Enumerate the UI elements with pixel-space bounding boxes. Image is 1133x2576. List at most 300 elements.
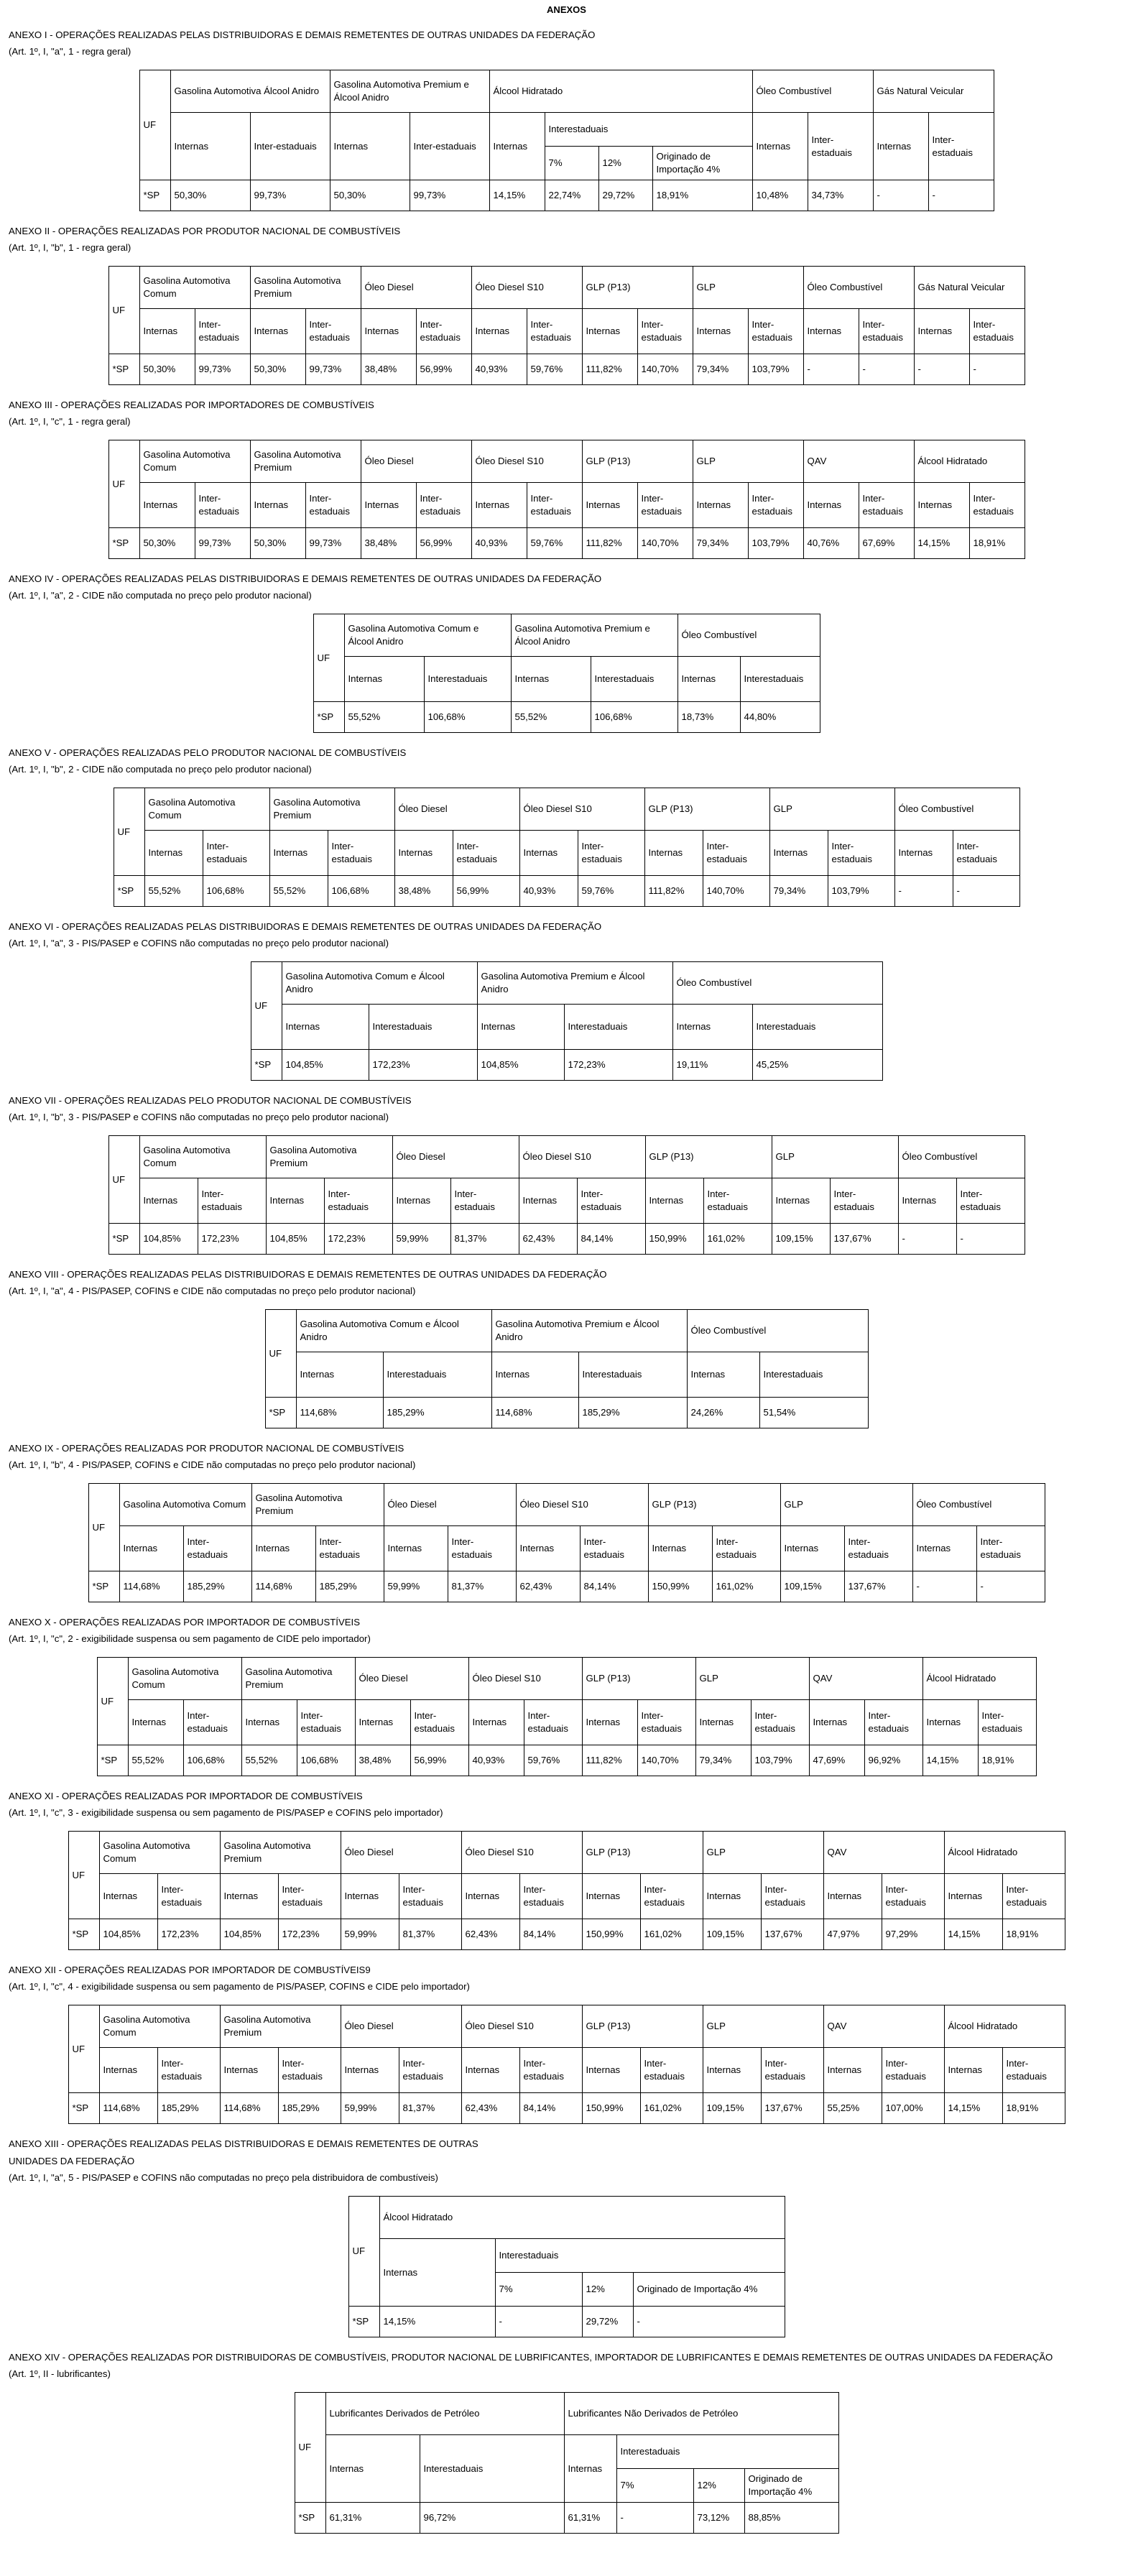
column-interestaduais: Inter-estaduais: [969, 309, 1025, 354]
annex-subtitle: (Art. 1º, I, "c", 3 - exigibilidade suspensa ou sem pagamento de PIS/PASEP e COFINS pelo importador): [9, 1807, 443, 1818]
product-header: Óleo Diesel: [341, 2005, 461, 2048]
product-header: Lubrificantes Não Derivados de Petróleo: [564, 2393, 838, 2435]
product-header: Óleo Diesel S10: [468, 1658, 582, 1700]
column-internas: Internas: [803, 483, 859, 528]
rate-value: 18,91%: [652, 180, 752, 211]
column-interestaduais: Inter-estaduais: [157, 2048, 220, 2093]
rate-value: 62,43%: [516, 1571, 580, 1602]
column-internas: Internas: [803, 309, 859, 354]
column-interestaduais: Inter-estaduais: [519, 2048, 582, 2093]
column-rate: Originado de Importação 4%: [633, 2273, 785, 2307]
rate-value: 114,68%: [99, 2093, 157, 2124]
annex-title: ANEXO XII - OPERAÇÕES REALIZADAS POR IMPORTADOR DE COMBUSTÍVEIS9: [9, 1965, 371, 1975]
column-internas: Internas: [266, 1178, 324, 1224]
uf-header: UF: [251, 962, 282, 1050]
rate-value: 150,99%: [645, 1224, 703, 1255]
rate-value: 172,23%: [278, 1919, 341, 1950]
column-interestaduais: Interestaduais: [759, 1352, 868, 1398]
rate-value: 103,79%: [751, 1745, 809, 1776]
annex-table: [348, 2196, 785, 2337]
column-interestaduais: Inter-estaduais: [450, 1178, 519, 1224]
rate-value: 111,82%: [582, 354, 637, 385]
product-header: Óleo Combustível: [672, 962, 882, 1005]
rate-value: 106,68%: [328, 876, 394, 907]
column-interestaduais: Interestaduais: [495, 2239, 785, 2273]
uf-header: UF: [108, 1136, 139, 1224]
table-row: [313, 702, 820, 733]
column-internas: Internas: [461, 2048, 519, 2093]
column-internas: Internas: [914, 309, 969, 354]
rate-value: 40,93%: [468, 1745, 524, 1776]
column-interestaduais: Inter-estaduais: [410, 113, 489, 180]
rate-value: 106,68%: [183, 1745, 241, 1776]
column-internas: Internas: [325, 2435, 420, 2503]
table-header-row: [295, 2393, 838, 2435]
column-internas: Internas: [392, 1178, 450, 1224]
table-subheader-row: [68, 2048, 1065, 2093]
rate-value: 55,52%: [344, 702, 424, 733]
table-subheader-row: [313, 657, 820, 702]
product-header: Gasolina Automotiva Premium e Álcool Anidro: [330, 70, 489, 113]
column-internas: Internas: [296, 1352, 383, 1398]
rate-value: 55,52%: [128, 1745, 183, 1776]
product-header: Gasolina Automotiva Comum: [99, 1832, 220, 1874]
column-interestaduais: Inter-estaduais: [157, 1874, 220, 1919]
rate-value: 50,30%: [250, 528, 305, 559]
rate-value: 34,73%: [808, 180, 873, 211]
column-internas: Internas: [341, 2048, 399, 2093]
rate-value: 172,23%: [157, 1919, 220, 1950]
product-header: GLP (P13): [644, 788, 769, 831]
column-interestaduais: Inter-estaduais: [278, 1874, 341, 1919]
rate-value: 109,15%: [780, 1571, 844, 1602]
rate-value: 38,48%: [394, 876, 453, 907]
rate-value: 56,99%: [416, 528, 471, 559]
column-internas: Internas: [582, 2048, 640, 2093]
table-subheader-row: [251, 1005, 882, 1050]
annex-subtitle: (Art. 1º, I, "a", 3 - PIS/PASEP e COFINS não computadas no preço pelo produtor nacional): [9, 938, 389, 948]
column-interestaduais: Inter-estaduais: [328, 831, 394, 876]
column-internas: Internas: [693, 309, 748, 354]
column-internas: Internas: [922, 1700, 978, 1745]
column-internas: Internas: [894, 831, 953, 876]
annex-table: [313, 614, 820, 733]
rate-value: 114,68%: [491, 1398, 578, 1428]
column-internas: Internas: [944, 1874, 1002, 1919]
column-interestaduais: Inter-estaduais: [748, 483, 803, 528]
rate-value: 51,54%: [759, 1398, 868, 1428]
state-code: *SP: [295, 2503, 325, 2534]
column-internas: Internas: [282, 1005, 369, 1050]
rate-value: 14,15%: [489, 180, 545, 211]
product-header: Gás Natural Veicular: [914, 267, 1025, 309]
column-interestaduais: Inter-estaduais: [703, 1178, 772, 1224]
uf-header: UF: [348, 2197, 379, 2307]
rate-value: -: [633, 2307, 785, 2337]
product-header: Gasolina Automotiva Premium: [251, 1484, 384, 1526]
column-internas: Internas: [250, 309, 305, 354]
product-header: QAV: [823, 1832, 944, 1874]
product-header: Óleo Diesel: [394, 788, 519, 831]
rate-value: 172,23%: [564, 1050, 672, 1081]
column-internas: Internas: [511, 657, 591, 702]
rate-value: 79,34%: [693, 354, 748, 385]
rate-value: -: [616, 2503, 693, 2534]
annex-title: ANEXO VII - OPERAÇÕES REALIZADAS PELO PRODUTOR NACIONAL DE COMBUSTÍVEIS: [9, 1095, 412, 1106]
rate-value: 96,92%: [864, 1745, 922, 1776]
column-interestaduais: Inter-estaduais: [637, 483, 693, 528]
rate-value: 104,85%: [282, 1050, 369, 1081]
rate-value: 185,29%: [315, 1571, 384, 1602]
annex-table: [108, 1135, 1025, 1255]
column-internas: Internas: [361, 309, 416, 354]
table-row: [265, 1398, 868, 1428]
column-interestaduais: Interestaduais: [578, 1352, 687, 1398]
column-internas: Internas: [384, 1526, 448, 1571]
column-interestaduais: Inter-estaduais: [828, 831, 894, 876]
annex-title: ANEXO VI - OPERAÇÕES REALIZADAS PELAS DISTRIBUIDORAS E DEMAIS REMETENTES DE OUTRAS UNIDADES DA FEDERAÇÃO: [9, 921, 602, 932]
product-header: Gasolina Automotiva Comum: [139, 1136, 266, 1178]
annex-subtitle: (Art. 1º, I, "c", 2 - exigibilidade suspensa ou sem pagamento de CIDE pelo importador): [9, 1633, 371, 1644]
product-header: GLP: [769, 788, 894, 831]
column-interestaduais: Interestaduais: [545, 113, 752, 147]
column-interestaduais: Inter-estaduais: [527, 309, 582, 354]
uf-header: UF: [295, 2393, 325, 2503]
rate-value: 88,85%: [744, 2503, 838, 2534]
column-interestaduais: Inter-estaduais: [956, 1178, 1025, 1224]
column-internas: Internas: [703, 1874, 761, 1919]
rate-value: 140,70%: [703, 876, 769, 907]
rate-value: 81,37%: [399, 2093, 461, 2124]
rate-value: 109,15%: [703, 1919, 761, 1950]
state-code: *SP: [251, 1050, 282, 1081]
column-internas: Internas: [703, 2048, 761, 2093]
rate-value: 18,91%: [969, 528, 1025, 559]
table-header-row: [265, 1310, 868, 1352]
rate-value: 150,99%: [582, 2093, 640, 2124]
column-internas: Internas: [220, 1874, 278, 1919]
column-internas: Internas: [516, 1526, 580, 1571]
column-internas: Internas: [355, 1700, 410, 1745]
column-internas: Internas: [491, 1352, 578, 1398]
rate-value: 185,29%: [183, 1571, 251, 1602]
table-row: [88, 1571, 1045, 1602]
column-interestaduais: Inter-estaduais: [703, 831, 769, 876]
product-header: Gasolina Automotiva Premium: [250, 440, 361, 483]
rate-value: 14,15%: [944, 1919, 1002, 1950]
rate-value: 161,02%: [640, 2093, 703, 2124]
product-header: GLP: [693, 440, 803, 483]
column-internas: Internas: [471, 483, 527, 528]
table-header-row: [108, 1136, 1025, 1178]
rate-value: 29,72%: [598, 180, 652, 211]
product-header: GLP: [772, 1136, 898, 1178]
rate-value: -: [928, 180, 994, 211]
annex-subtitle: (Art. 1º, I, "c", 4 - exigibilidade suspensa ou sem pagamento de PIS/PASEP, COFINS e CIDE pelo importador): [9, 1981, 470, 1992]
rate-value: 107,00%: [882, 2093, 944, 2124]
annex-subtitle: (Art. 1º, II - lubrificantes): [9, 2368, 111, 2379]
column-internas: Internas: [873, 113, 928, 180]
rate-value: 24,26%: [687, 1398, 759, 1428]
rate-value: -: [912, 1571, 976, 1602]
column-interestaduais: Inter-estaduais: [416, 483, 471, 528]
product-header: Lubrificantes Derivados de Petróleo: [325, 2393, 564, 2435]
rate-value: 18,73%: [678, 702, 740, 733]
rate-value: 137,67%: [830, 1224, 898, 1255]
annex-table: [88, 1483, 1045, 1602]
rate-value: 45,25%: [752, 1050, 882, 1081]
column-internas: Internas: [582, 1700, 637, 1745]
product-header: Óleo Combustível: [678, 614, 820, 657]
annex-subtitle: (Art. 1º, I, "a", 2 - CIDE não computada no preço pelo produtor nacional): [9, 590, 312, 601]
table-row: [97, 1745, 1036, 1776]
product-header: Óleo Diesel: [361, 267, 471, 309]
table-subheader-row: [265, 1352, 868, 1398]
product-header: Óleo Diesel S10: [519, 1136, 645, 1178]
rate-value: 59,76%: [578, 876, 644, 907]
rate-value: 140,70%: [637, 354, 693, 385]
annex-table: [97, 1657, 1037, 1776]
rate-value: 50,30%: [139, 528, 195, 559]
rate-value: 59,99%: [341, 2093, 399, 2124]
product-header: Óleo Combustível: [803, 267, 914, 309]
annex-title: ANEXO V - OPERAÇÕES REALIZADAS PELO PRODUTOR NACIONAL DE COMBUSTÍVEIS: [9, 747, 407, 758]
rate-value: 40,93%: [471, 528, 527, 559]
annex-title: ANEXO VIII - OPERAÇÕES REALIZADAS PELAS DISTRIBUIDORAS E DEMAIS REMETENTES DE OUTRAS UNIDADES DA FEDERAÇÃO: [9, 1269, 607, 1280]
uf-header: UF: [68, 2005, 99, 2093]
rate-value: 185,29%: [578, 1398, 687, 1428]
rate-value: 81,37%: [450, 1224, 519, 1255]
column-interestaduais: Inter-estaduais: [203, 831, 269, 876]
table-row: [68, 1919, 1065, 1950]
column-interestaduais: Inter-estaduais: [976, 1526, 1045, 1571]
column-internas: Internas: [645, 1178, 703, 1224]
column-interestaduais: Interestaduais: [564, 1005, 672, 1050]
rate-value: 62,43%: [461, 1919, 519, 1950]
column-interestaduais: Inter-estaduais: [195, 483, 250, 528]
state-code: *SP: [108, 1224, 139, 1255]
rate-value: 185,29%: [383, 1398, 491, 1428]
column-internas: Internas: [461, 1874, 519, 1919]
column-interestaduais: Inter-estaduais: [844, 1526, 912, 1571]
table-row: [139, 180, 994, 211]
product-header: Gasolina Automotiva Comum: [128, 1658, 241, 1700]
rate-value: 50,30%: [250, 354, 305, 385]
column-interestaduais: Inter-estaduais: [324, 1178, 392, 1224]
column-internas: Internas: [648, 1526, 712, 1571]
column-interestaduais: Inter-estaduais: [519, 1874, 582, 1919]
table-header-row: [114, 788, 1019, 831]
annex-title: ANEXO III - OPERAÇÕES REALIZADAS POR IMPORTADORES DE COMBUSTÍVEIS: [9, 400, 374, 410]
rate-value: -: [953, 876, 1019, 907]
rate-value: 114,68%: [296, 1398, 383, 1428]
column-interestaduais: Inter-estaduais: [1002, 1874, 1065, 1919]
rate-value: 38,48%: [361, 528, 416, 559]
annex-subtitle: (Art. 1º, I, "a", 5 - PIS/PASEP e COFINS não computadas no preço pela distribuidora de combustíveis): [9, 2172, 438, 2183]
rate-value: 104,85%: [99, 1919, 157, 1950]
document-title: ANEXOS: [547, 4, 586, 15]
column-internas: Internas: [772, 1178, 830, 1224]
table-row: [295, 2503, 838, 2534]
rate-value: 55,52%: [144, 876, 203, 907]
column-internas: Internas: [489, 113, 545, 180]
column-internas: Internas: [269, 831, 328, 876]
product-header: Óleo Combustível: [687, 1310, 868, 1352]
column-internas: Internas: [128, 1700, 183, 1745]
product-header: GLP: [703, 2005, 823, 2048]
state-code: *SP: [88, 1571, 119, 1602]
column-internas: Internas: [693, 483, 748, 528]
annex-title: ANEXO XIV - OPERAÇÕES REALIZADAS POR DISTRIBUIDORAS DE COMBUSTÍVEIS, PRODUTOR NACIONAL DE LUBRIFICANTES, IMPORTADOR DE LUBRIFICANTES E DEMAIS REMETENTES DE OUTRAS UNIDADES DA FEDERAÇÃO: [9, 2352, 1053, 2363]
state-code: *SP: [68, 1919, 99, 1950]
rate-value: 14,15%: [914, 528, 969, 559]
state-code: *SP: [108, 354, 139, 385]
uf-header: UF: [68, 1832, 99, 1919]
product-header: Gasolina Automotiva Premium: [250, 267, 361, 309]
rate-value: 103,79%: [748, 354, 803, 385]
table-row: [108, 1224, 1025, 1255]
rate-value: 56,99%: [416, 354, 471, 385]
column-interestaduais: Inter-estaduais: [640, 1874, 703, 1919]
column-internas: Internas: [477, 1005, 564, 1050]
state-code: *SP: [313, 702, 344, 733]
rate-value: 55,52%: [269, 876, 328, 907]
product-header: Óleo Combustível: [894, 788, 1019, 831]
rate-value: 84,14%: [519, 2093, 582, 2124]
column-interestaduais: Inter-estaduais: [453, 831, 519, 876]
rate-value: 18,91%: [978, 1745, 1036, 1776]
column-internas: Internas: [914, 483, 969, 528]
uf-header: UF: [108, 440, 139, 528]
rate-value: 99,73%: [305, 354, 361, 385]
product-header: Óleo Diesel S10: [519, 788, 644, 831]
uf-header: UF: [88, 1484, 119, 1571]
column-rate: 7%: [495, 2273, 582, 2307]
annex-table: [68, 1831, 1065, 1950]
column-internas: Internas: [361, 483, 416, 528]
column-interestaduais: Inter-estaduais: [751, 1700, 809, 1745]
column-internas: Internas: [471, 309, 527, 354]
uf-header: UF: [108, 267, 139, 354]
rate-value: -: [803, 354, 859, 385]
column-internas: Internas: [394, 831, 453, 876]
column-internas: Internas: [898, 1178, 956, 1224]
product-header: Óleo Diesel: [384, 1484, 516, 1526]
column-internas: Internas: [769, 831, 828, 876]
product-header: QAV: [803, 440, 914, 483]
column-internas: Internas: [468, 1700, 524, 1745]
column-internas: Internas: [752, 113, 808, 180]
column-interestaduais: Inter-estaduais: [578, 831, 644, 876]
rate-value: 140,70%: [637, 1745, 695, 1776]
product-header: GLP (P13): [582, 1832, 703, 1874]
column-interestaduais: Inter-estaduais: [830, 1178, 898, 1224]
column-interestaduais: Inter-estaduais: [278, 2048, 341, 2093]
product-header: Gasolina Automotiva Comum e Álcool Anidro: [344, 614, 511, 657]
rate-value: 137,67%: [844, 1571, 912, 1602]
table-header-row: [313, 614, 820, 657]
column-interestaduais: Inter-estaduais: [637, 1700, 695, 1745]
rate-value: 79,34%: [695, 1745, 751, 1776]
rate-value: 104,85%: [220, 1919, 278, 1950]
product-header: Álcool Hidratado: [379, 2197, 785, 2239]
product-header: Óleo Diesel: [392, 1136, 519, 1178]
column-interestaduais: Inter-estaduais: [410, 1700, 468, 1745]
column-internas: Internas: [780, 1526, 844, 1571]
rate-value: 81,37%: [399, 1919, 461, 1950]
annex-table: [68, 2005, 1065, 2124]
annex-table: [265, 1309, 869, 1428]
rate-value: 14,15%: [944, 2093, 1002, 2124]
rate-value: 55,52%: [511, 702, 591, 733]
rate-value: 97,29%: [882, 1919, 944, 1950]
column-internas: Internas: [695, 1700, 751, 1745]
product-header: Gasolina Automotiva Premium: [269, 788, 394, 831]
rate-value: 161,02%: [703, 1224, 772, 1255]
column-internas: Internas: [519, 1178, 577, 1224]
column-internas: Internas: [330, 113, 410, 180]
table-header-row: [108, 267, 1025, 309]
rate-value: 104,85%: [139, 1224, 198, 1255]
annex-table: [114, 788, 1020, 907]
table-subheader-row: [108, 1178, 1025, 1224]
annex-title: ANEXO XI - OPERAÇÕES REALIZADAS POR IMPORTADOR DE COMBUSTÍVEIS: [9, 1791, 363, 1801]
column-interestaduais: Inter-estaduais: [577, 1178, 645, 1224]
column-rate: 12%: [693, 2469, 744, 2503]
rate-value: 96,72%: [420, 2503, 564, 2534]
rate-value: -: [956, 1224, 1025, 1255]
rate-value: 104,85%: [266, 1224, 324, 1255]
product-header: Gasolina Automotiva Comum: [139, 267, 250, 309]
rate-value: 10,48%: [752, 180, 808, 211]
product-header: QAV: [823, 2005, 944, 2048]
product-header: Óleo Diesel: [355, 1658, 468, 1700]
column-internas: Internas: [139, 1178, 198, 1224]
table-header-row: [251, 962, 882, 1005]
rate-value: 56,99%: [410, 1745, 468, 1776]
annex-list: [9, 27, 1124, 2534]
annex-title: ANEXO II - OPERAÇÕES REALIZADAS POR PRODUTOR NACIONAL DE COMBUSTÍVEIS: [9, 226, 401, 236]
rate-value: 38,48%: [361, 354, 416, 385]
rate-value: 67,69%: [859, 528, 914, 559]
rate-value: 150,99%: [582, 1919, 640, 1950]
column-internas: Internas: [144, 831, 203, 876]
table-row: [108, 528, 1025, 559]
rate-value: 56,99%: [453, 876, 519, 907]
rate-value: 84,14%: [519, 1919, 582, 1950]
table-subheader-row: [295, 2435, 838, 2469]
table-subheader-row: [68, 1874, 1065, 1919]
rate-value: 172,23%: [324, 1224, 392, 1255]
rate-value: 111,82%: [582, 1745, 637, 1776]
annex-title: ANEXO XIII - OPERAÇÕES REALIZADAS PELAS DISTRIBUIDORAS E DEMAIS REMETENTES DE OUTRAS: [9, 2138, 478, 2149]
rate-value: 40,93%: [519, 876, 578, 907]
rate-value: 81,37%: [448, 1571, 516, 1602]
annex-subtitle: (Art. 1º, I, "b", 2 - CIDE não computada no preço pelo produtor nacional): [9, 764, 312, 775]
table-row: [68, 2093, 1065, 2124]
column-interestaduais: Inter-estaduais: [195, 309, 250, 354]
column-internas: Internas: [823, 1874, 882, 1919]
column-interestaduais: Inter-estaduais: [953, 831, 1019, 876]
product-header: GLP: [780, 1484, 912, 1526]
column-internas: Internas: [687, 1352, 759, 1398]
product-header: GLP (P13): [582, 1658, 695, 1700]
column-internas: Internas: [678, 657, 740, 702]
uf-header: UF: [313, 614, 344, 702]
rate-value: 59,99%: [392, 1224, 450, 1255]
column-internas: Internas: [251, 1526, 315, 1571]
column-internas: Internas: [564, 2435, 616, 2503]
